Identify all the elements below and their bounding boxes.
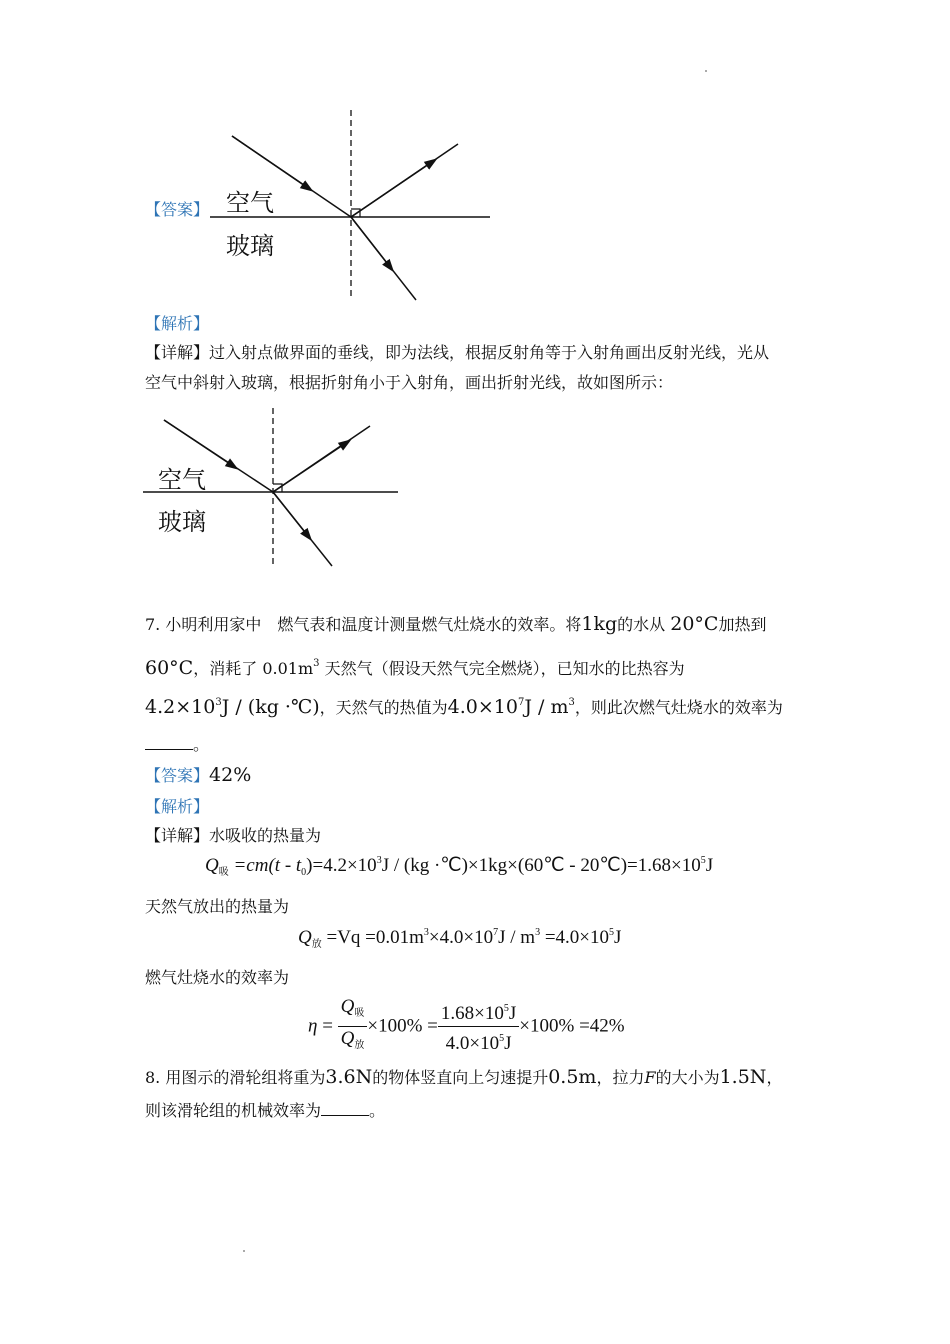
- answer-blank-q7[interactable]: [145, 735, 193, 750]
- detail-q7-2: 天然气放出的热量为: [145, 897, 290, 916]
- q7-line3: $4.2\times 10^3J / (kg$ ·℃)，天然气的热值为$4.0\times 10^7J / m^3$，则此次燃气灶烧水的效率为: [145, 696, 783, 718]
- label-air-1: 空气: [226, 189, 274, 217]
- equation-heat-released: $Q_放 =Vq =0.01m^3\times 4.0\times 10^7J / m^3 =4.0\times 10^5J$: [298, 927, 622, 950]
- q7-line1: 7. 小明利用家中 燃气表和温度计测量燃气灶烧水的效率。将1kg的水从 20°C加热到: [145, 613, 767, 635]
- page-mark-top: [705, 70, 707, 72]
- equation-heat-absorbed: $Q_吸 =cm(t - t_0)=4.2\times 10^3J / (kg$ ·℃)×1kg×(60℃ - $20℃)=1.68\times 10^5J$: [205, 855, 714, 878]
- detail-q6-line1: 【详解】过入射点做界面的垂线，即为法线，根据反射角等于入射角画出反射光线，光从: [145, 343, 770, 362]
- page-mark-bottom: [243, 1250, 245, 1252]
- answer-blank-q8[interactable]: [321, 1101, 369, 1116]
- equation-efficiency: η = $\frac{Q_吸}{Q_放}$ ×100% = $\frac{1.68\times 10^5J}{4.0\times 10^5J}$ ×100% =42%: [308, 996, 625, 1054]
- answer-tag-q6: 【答案】: [145, 200, 210, 219]
- q8-line1: 8. 用图示的滑轮组将重为3.6N的物体竖直向上匀速提升0.5m，拉力F的大小为1.5N，: [145, 1066, 783, 1088]
- label-glass-1: 玻璃: [226, 232, 274, 260]
- analysis-tag-q7: 【解析】: [145, 797, 210, 816]
- label-glass-2: 玻璃: [158, 508, 206, 536]
- q7-line2: 60°C，消耗了 $0.01m^3$ 天然气（假设天然气完全燃烧），已知水的比热容为: [145, 657, 685, 679]
- detail-q6-line2: 空气中斜射入玻璃，根据折射角小于入射角，画出折射光线，故如图所示：: [145, 373, 674, 392]
- q7-answer: 【答案】42%: [145, 764, 252, 786]
- label-air-2: 空气: [158, 466, 206, 494]
- analysis-tag-q6: 【解析】: [145, 314, 210, 333]
- q7-line4: 。: [145, 735, 209, 755]
- detail-q7-1: 【详解】水吸收的热量为: [145, 826, 322, 845]
- detail-q7-3: 燃气灶烧水的效率为: [145, 968, 290, 987]
- q8-line2: 则该滑轮组的机械效率为 。: [145, 1101, 386, 1120]
